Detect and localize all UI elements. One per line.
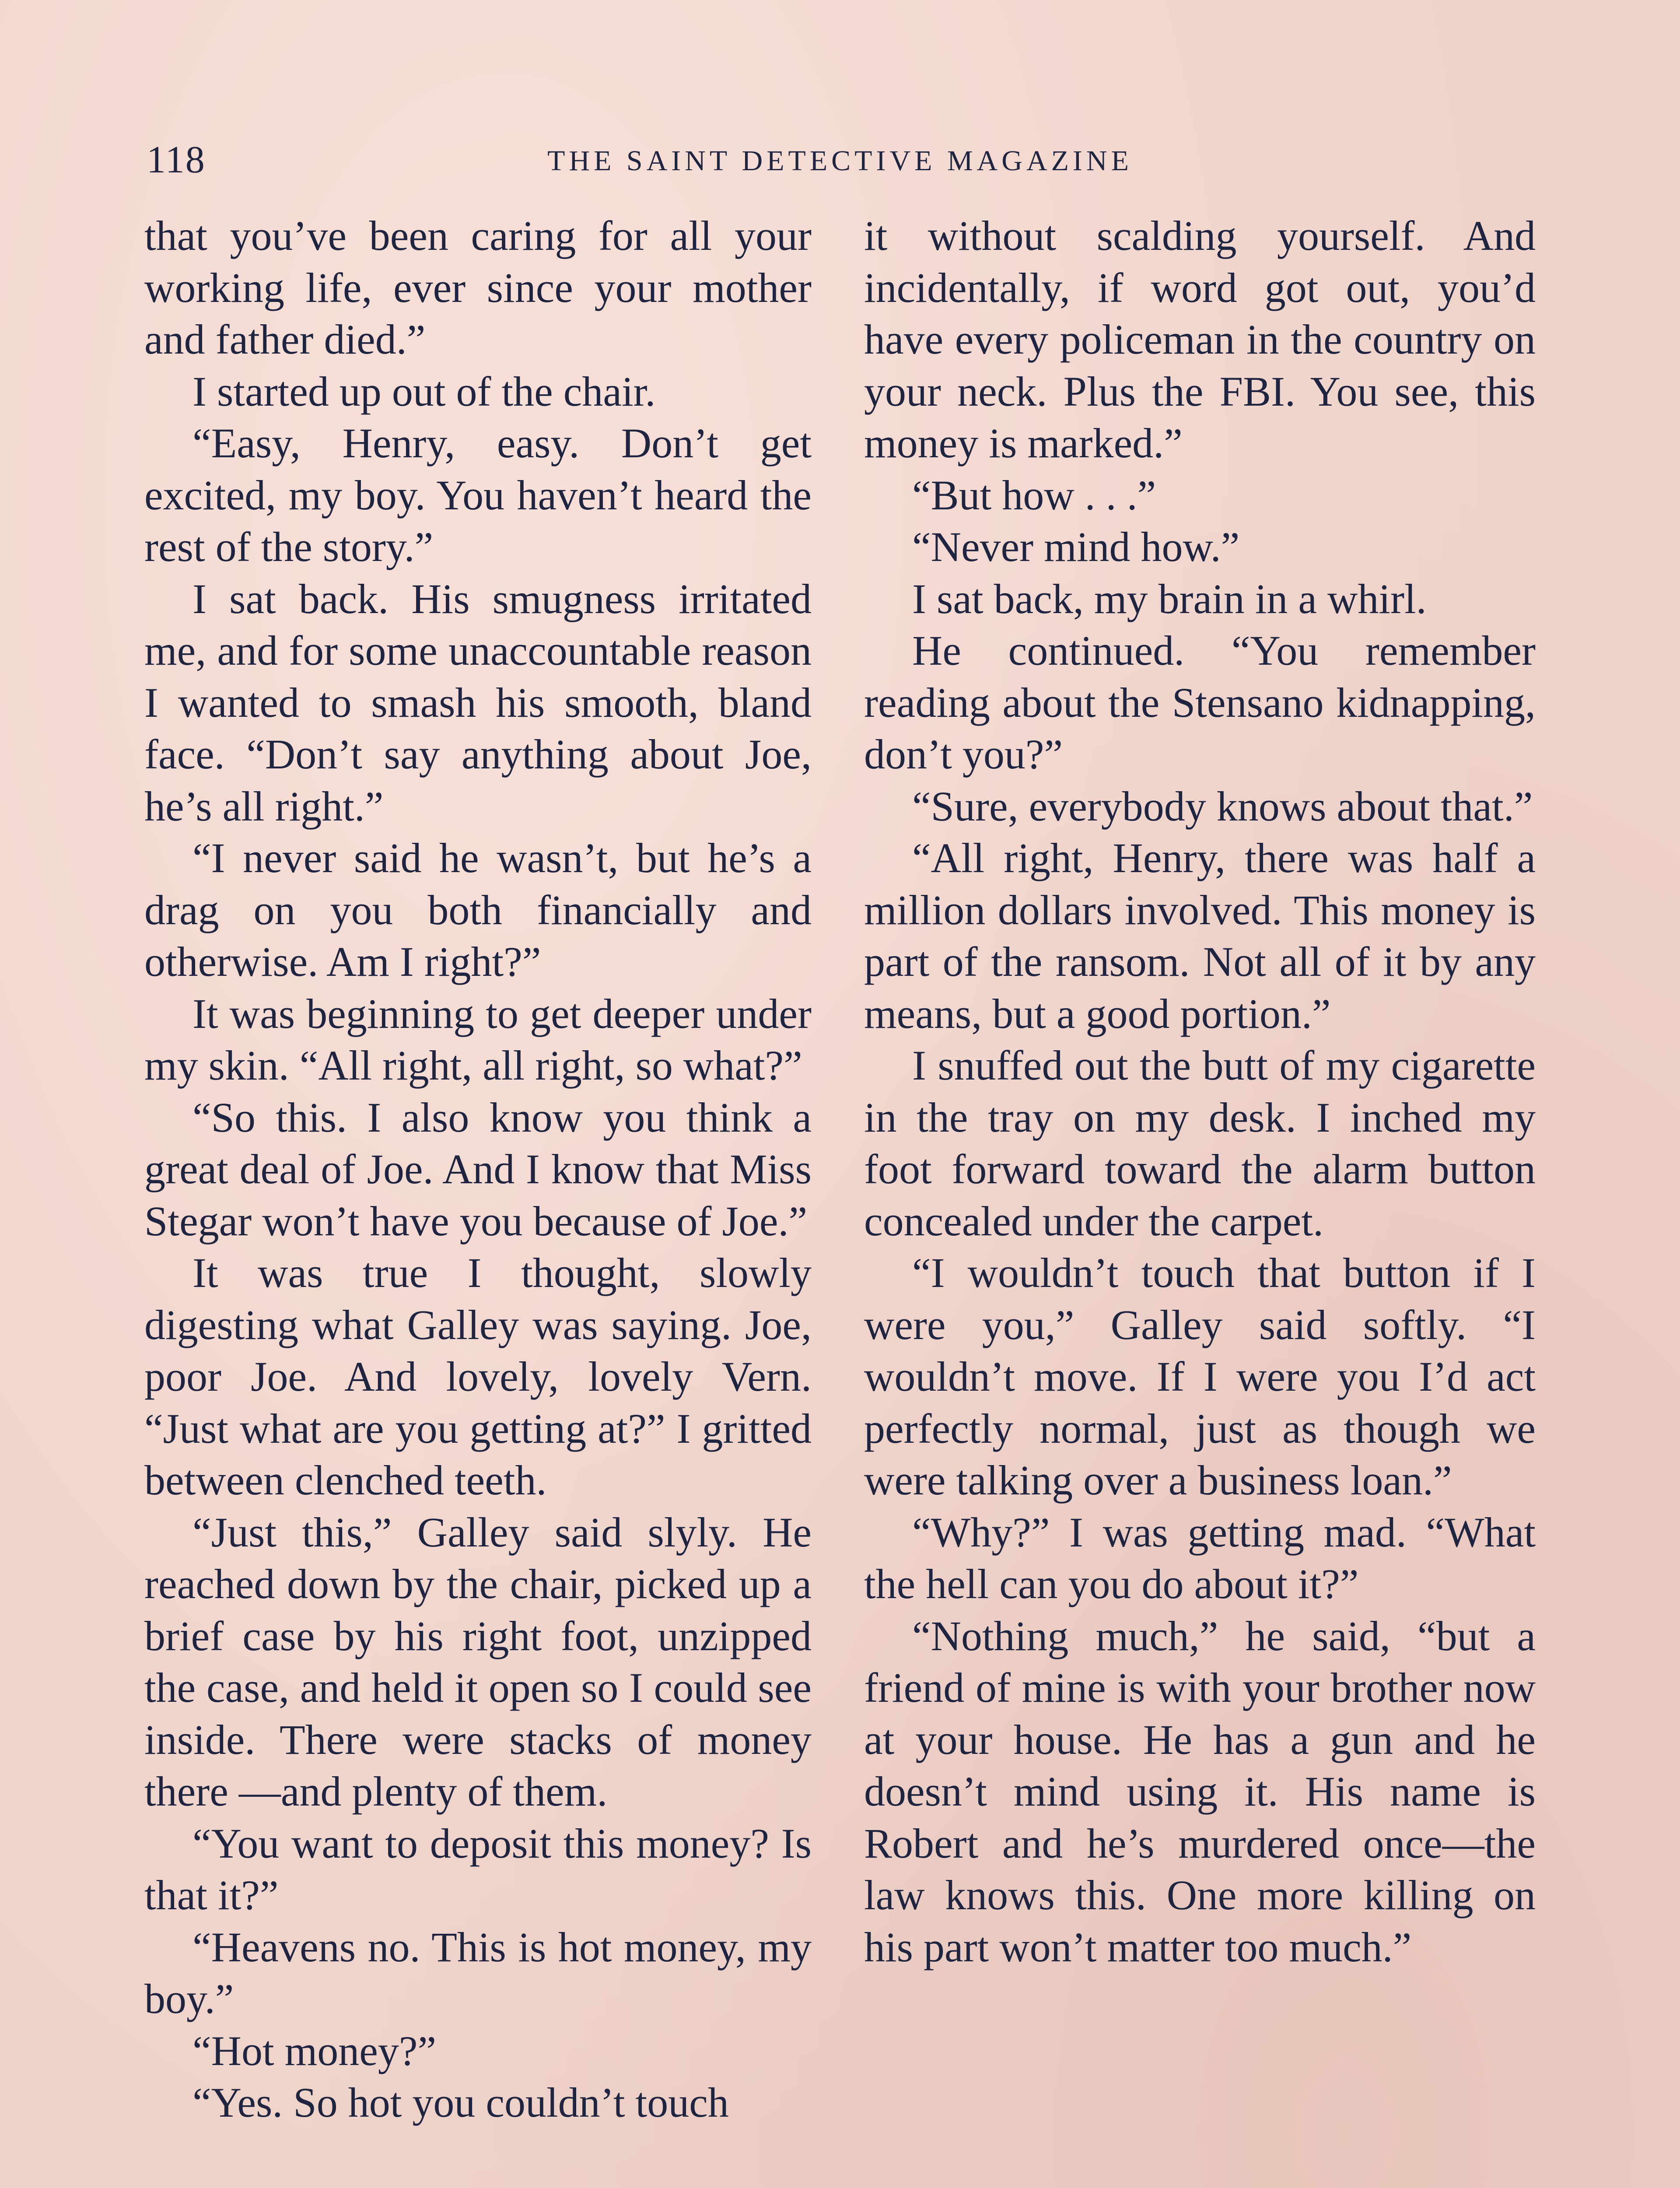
paragraph: “You want to deposit this money? Is that it?” [144, 1820, 812, 1918]
paragraph: “I never said he wasn’t, but he’s a drag on you both financially and otherwise. Am I right?” [144, 835, 812, 985]
paragraph: that you’ve been caring for all your working life, ever since your mother and father died.” [144, 212, 812, 363]
paragraph: “Yes. So hot you couldn’t touch [192, 2079, 729, 2126]
paragraph: “Just this,” Galley said slyly. He reached down by the chair, picked up a brief case by his right foot, unzipped the case, and held it open so I could see inside. There were stacks of money there —and plenty of them. [144, 1508, 812, 1815]
paragraph: “Nothing much,” he said, “but a friend of mine is with your brother now at your house. He has a gun and he doesn’t mind using it. His name is Robert and he’s murdered once—the law knows this. One more killing on his part won’t matter too much.” [864, 1612, 1536, 1971]
paragraph: He continued. “You remember reading about the Stensano kidnapping, don’t you?” [864, 627, 1536, 778]
paragraph: It was beginning to get deeper under my skin. “All right, all right, so what?” [144, 990, 812, 1089]
paragraph: I sat back. His smugness irritated me, and for some unaccountable reason I wanted to smash his smooth, bland face. “Don’t say anything about Joe, he’s all right.” [144, 575, 812, 830]
paragraph: I started up out of the chair. [192, 368, 656, 415]
paragraph: “I wouldn’t touch that button if I were you,” Galley said softly. “I wouldn’t move. If I were you I’d act perfectly normal, just as though we were talking over a business loan.” [864, 1249, 1536, 1504]
paragraph: “Sure, everybody knows about that.” [912, 782, 1533, 830]
paragraph: “Heavens no. This is hot money, my boy.” [144, 1923, 812, 2022]
paragraph: “Hot money?” [192, 2027, 437, 2074]
left-column [144, 210, 812, 2129]
running-title: THE SAINT DETECTIVE MAGAZINE [547, 145, 1133, 177]
paragraph: “Why?” I was getting mad. “What the hell can you do about it?” [864, 1508, 1536, 1607]
right-column [864, 210, 1536, 1973]
paragraph: It was true I thought, slowly digesting what Galley was saying. Joe, poor Joe. And lovely, lovely Vern. “Just what are you getting at?” I gritted between clenched teeth. [144, 1249, 812, 1504]
paragraph: “Easy, Henry, easy. Don’t get excited, my boy. You haven’t heard the rest of the story.” [144, 420, 812, 570]
paragraph: I sat back, my brain in a whirl. [912, 575, 1427, 622]
paragraph: “But how . . .” [912, 471, 1156, 519]
paragraph: “So this. I also know you think a great deal of Joe. And I know that Miss Stegar won’t have you because of Joe.” [144, 1094, 812, 1245]
paragraph: “Never mind how.” [912, 523, 1240, 570]
paragraph: I snuffed out the butt of my cigarette in the tray on my desk. I inched my foot forward toward the alarm button concealed under the carpet. [864, 1042, 1536, 1245]
page-number: 118 [147, 139, 206, 181]
paragraph: it without scalding yourself. And incidentally, if word got out, you’d have every policeman in the country on your neck. Plus the FBI. You see, this money is marked.” [864, 212, 1536, 466]
paragraph: “All right, Henry, there was half a million dollars involved. This money is part of the ransom. Not all of it by any means, but a good portion.” [864, 835, 1536, 1037]
